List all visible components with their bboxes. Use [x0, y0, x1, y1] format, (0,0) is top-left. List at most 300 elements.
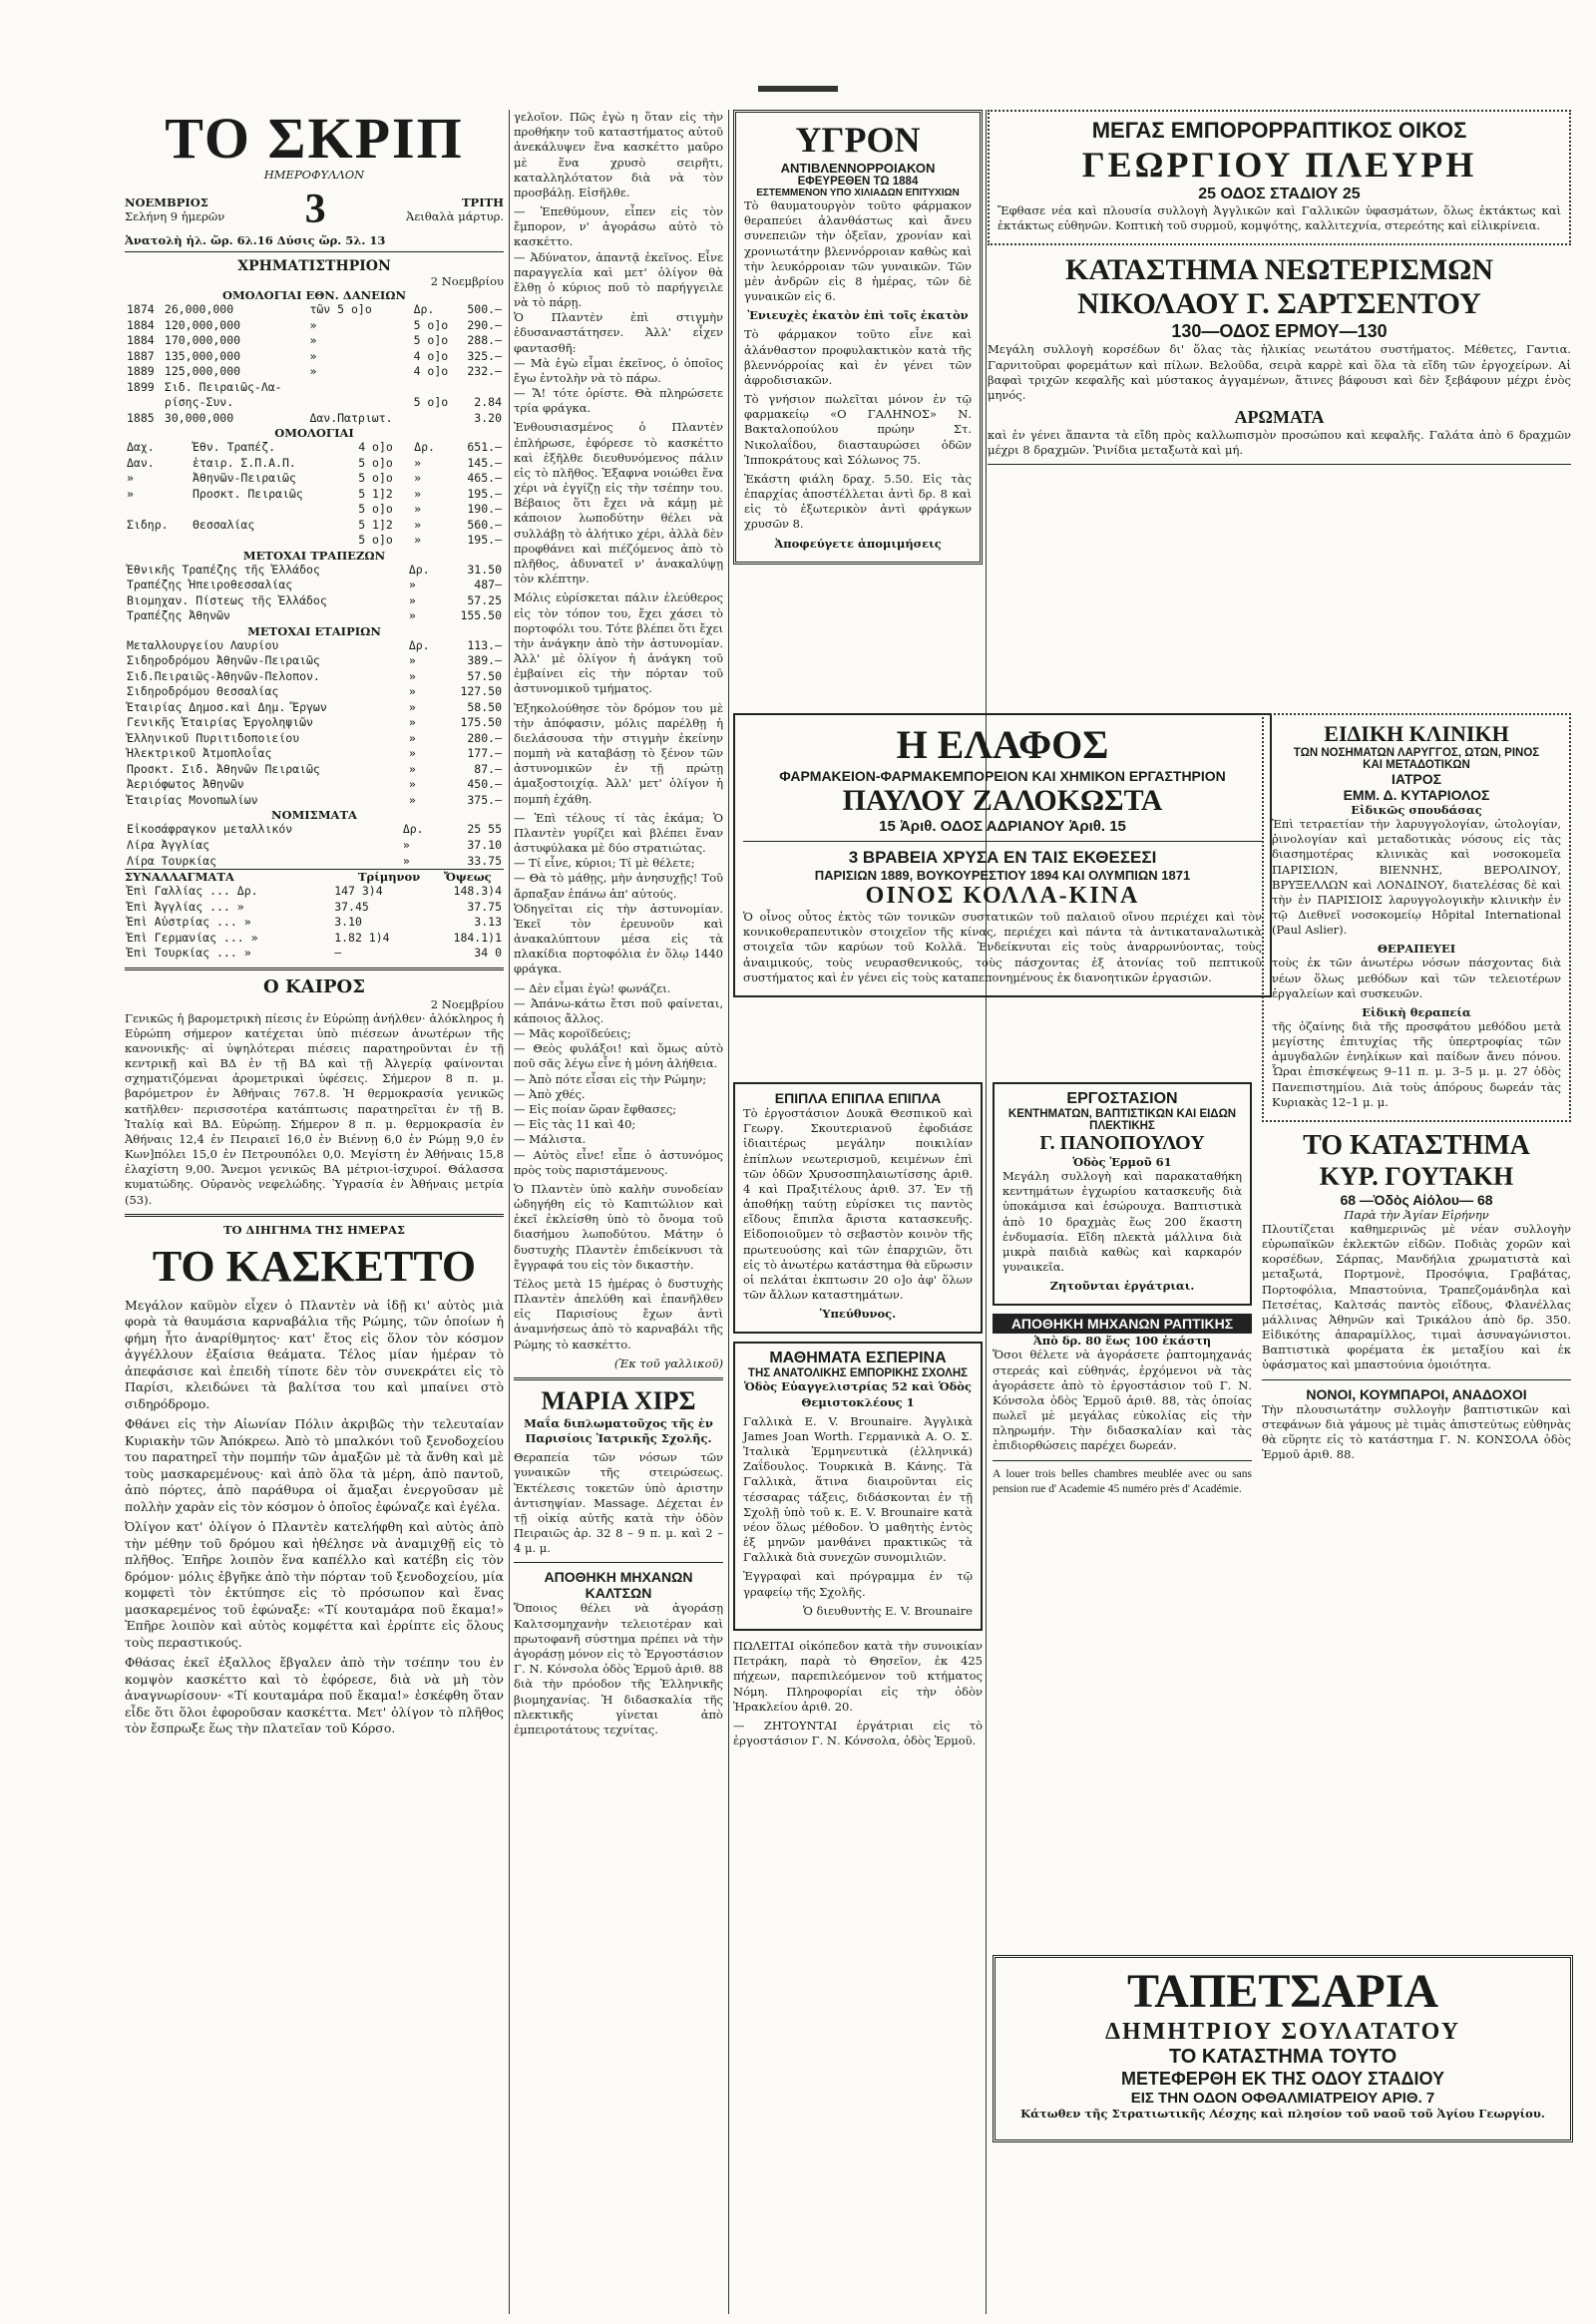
table-cell: 5 1]2 — [358, 517, 393, 532]
table-cell: 26,000,000 — [164, 302, 234, 316]
table-row — [125, 593, 504, 609]
table-cell: 325.— — [467, 348, 502, 363]
column-rule — [728, 110, 729, 2314]
ad-georgiou — [988, 110, 1571, 245]
exchange-col-2: Ὄψεως — [444, 870, 492, 885]
ad-raptikis — [993, 1314, 1252, 1453]
market-date: 2 Νοεμβρίου — [430, 274, 504, 288]
exchange-table — [125, 884, 504, 962]
table-cell: Δρ. — [414, 440, 435, 455]
ad-subtitle: Εἰδικὴ θεραπεία — [1362, 1004, 1471, 1019]
table-cell: 4 ο]ο — [413, 364, 449, 379]
bank-shares-table — [125, 563, 504, 624]
ad-subtitle: ΤΗΣ ΑΝΑΤΟΛΙΚΗΣ ΕΜΠΟΡΙΚΗΣ ΣΧΟΛΗΣ — [747, 1367, 969, 1380]
ad-sign: Ὁ διευθυντὴς Ε. V. Brounaire — [802, 1603, 973, 1618]
classified-ad-french: A louer trois belles chambres meublée avec ou sans pension rue d' Academie 45 numéro près d' Académie. — [993, 1467, 1252, 1495]
table-cell: τῶν 5 ο]ο — [309, 302, 372, 316]
ad-specialty: Εἰδικῶς σπουδάσας — [1351, 803, 1482, 817]
ad-subtitle: Μαΐα διπλωματοῦχος τῆς ἐν Παρισίοις Ἰατρικῆς Σχολῆς. — [524, 1415, 713, 1446]
table-cell: 651.— — [467, 440, 502, 455]
table-row — [125, 838, 504, 854]
table-cell: 487— — [474, 578, 502, 592]
table-row — [125, 653, 504, 669]
table-cell — [458, 380, 504, 396]
table-cell: » — [309, 364, 317, 379]
table-cell: 1874 — [127, 302, 155, 316]
table-cell: Ἑλληνικοῦ Πυριτιδοποιείου — [127, 730, 300, 745]
top-ornament — [758, 86, 838, 92]
ad-title: ΥΓΡΟΝ — [795, 120, 921, 160]
table-row — [125, 854, 504, 870]
ad-address: Ὁδὸς Εὐαγγελιστρίας 52 καὶ Ὁδὸς Θεμιστοκλέους 1 — [744, 1379, 972, 1409]
table-row — [125, 578, 504, 593]
ad-sign: Ζητοῦνται ἐργάτριαι. — [1049, 1279, 1195, 1294]
story-continued: Ὁ Πλαντὲν ὑπὸ καλὴν συνοδείαν ὡδηγήθη εἰς τὸ Καπιτώλιον καὶ ἐκεῖ ἐκλείσθη ὑπὸ τὸ ὄνομα τοῦ διασήμου λωποδύτου. Μάτην ὁ δυστυχὴς Πλαντὲν ἐπιδείκνυσι τὰ ἔγγραφά του εἰς τὸν δικαστὴν. — [514, 1181, 723, 1272]
table-cell: » — [309, 348, 317, 363]
exchange-heading — [125, 869, 504, 884]
table-cell: 560.— — [467, 517, 502, 532]
section-heading: ΜΕΤΟΧΑΙ ΕΤΑΙΡΙΩΝ — [247, 623, 381, 638]
table-cell: 5 ο]ο — [413, 317, 449, 332]
table-cell: 1899 — [127, 379, 155, 394]
column-rule — [986, 110, 987, 2314]
table-cell: » — [414, 486, 422, 501]
table-cell — [307, 380, 411, 396]
table-cell: Σιδ.Πειραιῶς-Ἀθηνῶν-Πελοπον. — [127, 668, 320, 683]
table-row — [125, 762, 504, 778]
newspaper-subtitle: ΗΜΕΡΟΦΥΛΛΟΝ — [263, 168, 365, 182]
weather-heading: Ο ΚΑΙΡΟΣ — [263, 975, 365, 997]
ad-title: ΕΠΙΠΛΑ ΕΠΙΠΛΑ ΕΠΙΠΛΑ — [774, 1090, 942, 1106]
ad-title: ΚΑΤΑΣΤΗΜΑ ΝΕΩΤΕΡΙΣΜΩΝ — [1065, 253, 1493, 287]
table-cell: » — [402, 853, 410, 868]
table-cell: 5 1]2 — [358, 486, 393, 501]
table-cell: » — [408, 792, 416, 807]
ad-subtitle: ΕΦΕΥΡΕΘΕΝ ΤΩ 1884 — [797, 176, 919, 188]
table-cell: » — [408, 730, 416, 745]
ad-text: καὶ ἐν γένει ἅπαντα τὰ εἴδη πρὸς καλλωπισμὸν προσώπου καὶ κεφαλῆς. Γαλάτα ἀπὸ 6 δραχμῶν μέχρι 8 δραχμῶν. Ῥινίδια μεταξωτὰ καὶ μή. — [988, 428, 1571, 458]
table-cell: » — [408, 761, 416, 776]
column-2 — [514, 110, 723, 1742]
ad-text: Τὴν πλουσιωτάτην συλλογὴν βαπτιστικῶν καὶ στεφάνων διὰ γάμους μὲ τιμὰς ἀπιστεύτως εὐθηνὰς θὰ εὕρητε εἰς τὸ κατάστημα Γ. Ν. ΚΟΝΣΟΛΑ ὁδὸς Ἑρμοῦ ἀριθ. 88. — [1262, 1401, 1571, 1462]
table-cell: » — [414, 471, 422, 486]
weather-date: 2 Νοεμβρίου — [430, 996, 504, 1011]
table-cell: Σιδηρ. — [127, 517, 169, 532]
table-cell: 375.— — [467, 792, 502, 807]
table-cell — [125, 533, 191, 549]
ad-address: 68 —Ὁδὸς Αἰόλου— 68 — [1340, 1191, 1493, 1208]
table-cell: 2.84 — [474, 395, 502, 410]
section-heading: ΜΕΤΟΧΑΙ ΤΡΑΠΕΖΩΝ — [242, 548, 386, 563]
month: ΝΟΕΜΒΡΙΟΣ — [125, 195, 208, 209]
table-cell: 145.— — [467, 455, 502, 470]
table-cell: 30,000,000 — [164, 410, 234, 425]
table-cell: 465.— — [467, 471, 502, 486]
table-cell: 195.— — [467, 486, 502, 501]
table-cell: 450.— — [467, 777, 502, 792]
section-heading: ΟΜΟΛΟΓΙΑΙ ΕΘΝ. ΔΑΝΕΙΩΝ — [221, 288, 407, 302]
table-cell: 184.1)1 — [453, 930, 502, 945]
story-continued: Ἐνθουσιασμένος ὁ Πλαντὲν ἐπλήρωσε, ἐφόρεσε τὸ κασκέττο καὶ ἐξῆλθε διευθυνόμενος πάλιν εἰς τὸ πλῆθος. Ἐξαφνα νοιώθει ἕνα χέρι νὰ ἐγγίζῃ εἰς τὴν τσέπην του. Βέβαιος ὅτι ἔχει νὰ κάμῃ μὲ κάποιον λωποδύτην θέλει νὰ συλλάβῃ τὸ ἀλήτικο χέρι, ἀλλὰ δὲν προφθάνει καὶ πιέζόμενος ἀπὸ τὸ πλῆθος, ἀδυνατεῖ ν' ἀνακαλύψῃ τὸν κλέπτην. — [514, 420, 723, 586]
market-heading: ΧΡΗΜΑΤΙΣΤΗΡΙΟΝ — [237, 258, 391, 274]
table-cell: 25 55 — [467, 822, 502, 837]
ad-title: ΑΠΟΘΗΚΗ ΜΗΧΑΝΩΝ ΡΑΠΤΙΚΗΣ — [993, 1314, 1252, 1334]
table-cell: 232.— — [467, 364, 502, 379]
ad-subtitle: ΤΩΝ ΝΟΣΗΜΑΤΩΝ ΛΑΡΥΓΓΟΣ, ΩΤΩΝ, ΡΙΝΟΣ — [1293, 747, 1540, 759]
ad-sartsentou — [988, 253, 1571, 458]
table-cell: Δρ. — [408, 562, 430, 577]
table-cell: Δαν.Πατριωτ. — [309, 410, 393, 425]
table-cell: 5 ο]ο — [358, 471, 393, 486]
weather-report: Γενικῶς ἡ βαρομετρικὴ πίεσις ἐν Εὐρώπῃ ἀνήλθεν· ἀλόκληρος ἡ Εὐρώπη σήμερον κατέχεται ὑπὸ πιέσεων ἀνωτέρων τῆς κανονικῆς· αἱ ὑψηλότεραι πιέσεις παρατηροῦνται ἐν τῇ κεντρικῇ καὶ ΒΔ ἐν τῇ ΒΔ καὶ τῇ Ἀλγερίᾳ φαίνονται σχηματιζόμεναι ἀρομετρικαὶ ὑφέσεις. Σήμερον 8 π. μ. βαρόμετρον ἐν Ἀθήναις 767.8. Ἡ θερμοκρασία γενικῶς κατῆλθεν· περισσοτέρα κατάπτωσις παρατηρεῖται ἐν τῇ Β. Ἰταλίᾳ καὶ ΒΔ. Εὐρώπῃ. Σήμερον 8 π. μ. θερμοκρασία ἐν Ἀθήναις 12,4 ἐν Πειραιεῖ 16,0 ἐν Βιέννῃ 6,0 ἐν Ρώμῃ 9,0 ἐν Κων]πόλει 15,0 ἐν Πετρουπόλει 0,0. Μεγίστη ἐν Ἀθήναις 15,8 ἐλαχίστη 9,00. Ἄνεμοι γενικῶς ΒΑ μέτριοι-ἰσχυροί. Θάλασσα κυματώδης. Οὐρανὸς νεφελώδης. Ὑγρασία ἐν Ἀθήναις μετρία (53). — [125, 1010, 504, 1207]
ad-subtitle: ΘΕΡΑΠΕΥΕΙ — [1377, 942, 1456, 957]
table-cell: 175.50 — [460, 715, 502, 730]
ad-text: Τὸ θαυματουργὸν τοῦτο φάρμακον θεραπεύει ἀλανθάστως καὶ ἄνευ συνεπειῶν τὴν ὀξεῖαν, χρονίαν καὶ χρονιωτάτην βλεννόρροιαν καθὼς καὶ τὴν λευκόρροιαν τῶν γυναικῶν. Τῶν μὲν ἀνδρῶν εἰς 8 ἡμέρας, τῶν δὲ γυναικῶν εἰς 6. — [744, 198, 972, 304]
table-row — [125, 946, 504, 962]
table-row — [125, 700, 504, 716]
table-row — [125, 793, 504, 809]
ad-text: Τὸ γνήσιον πωλεῖται μόνον ἐν τῷ φαρμακείῳ «Ο ΓΑΛΗΝΟΣ» Ν. Βακταλοπούλου πρώην Στ. Νικολαΐδου, διασταυρώσει ὁδῶν Ἱπποκράτους καὶ Σόλωνος 75. — [744, 392, 972, 467]
table-cell — [191, 502, 356, 518]
table-row — [125, 456, 504, 472]
table-row — [125, 364, 504, 380]
saint-name: Ἀειθαλὰ μάρτυρ. — [406, 209, 504, 223]
ad-epipla — [733, 1082, 983, 1334]
table-cell: 155.50 — [460, 608, 502, 623]
story-source: (Ἐκ τοῦ γαλλικοῦ) — [613, 1356, 723, 1370]
ad-address: Ὁδὸς Ἑρμοῦ 61 — [1072, 1155, 1172, 1169]
ad-address: 15 Ἀριθ. ΟΔΟΣ ΑΔΡΙΑΝΟΥ Ἀριθ. 15 — [879, 818, 1126, 835]
table-row — [125, 884, 504, 900]
table-cell: Σιδ. Πειραιῶς-Λα- — [164, 379, 282, 394]
table-cell: 125,000,000 — [164, 364, 241, 379]
ad-text: Ἐπὶ τετραετίαν τὴν λαρυγγολογίαν, ὠτολογίαν, ῥινολογίαν καὶ μεταδοτικὰς νόσους εἰς τὰς διασημοτέρας κλινικὰς καὶ νοσοκομεῖα ΠΑΡΙΣΙΩΝ, ΒΙΕΝΝΗΣ, ΒΕΡΟΛΙΝΟΥ, ΒΡΥΞΕΛΛΩΝ καὶ ΛΟΝΔΙΝΟΥ, διατελέσας δὲ καὶ τὴν ἐν ΠΑΡΙΣΙΟΙΣ λαρυγγολογικὴν κλινικὴν ἐν τῷ Διεθνεῖ νοσοκομείῳ Hôpital International (Paul Aslier). — [1272, 817, 1561, 938]
ad-subtitle: ΕΣΤΕΜΜΕΝΟΝ ΥΠΟ ΧΙΛΙΑΔΩΝ ΕΠΙΤΥΧΙΩΝ — [756, 188, 960, 198]
table-cell: 37.75 — [467, 899, 502, 914]
ad-address: 130—ΟΔΟΣ ΕΡΜΟΥ—130 — [1171, 321, 1388, 342]
table-cell: — — [334, 946, 342, 961]
table-cell: 37.45 — [334, 899, 369, 914]
table-cell: Μεταλλουργείου Λαυρίου — [127, 637, 279, 652]
table-cell: » — [408, 777, 416, 792]
table-cell: Σιδηροδρόμου Θεσσαλίας — [127, 684, 279, 699]
ad-doctor-title: ΙΑΤΡΟΣ — [1391, 771, 1442, 787]
story-title: ΤΟ ΚΑΣΚΕΤΤΟ — [152, 1241, 477, 1291]
table-cell: 195.— — [467, 533, 502, 548]
table-cell: 389.— — [467, 653, 502, 668]
ad-hygron — [733, 110, 983, 565]
table-cell: » — [414, 517, 422, 532]
table-cell: 1884 — [127, 333, 155, 348]
table-row — [125, 746, 504, 762]
table-cell: 280.— — [467, 730, 502, 745]
company-shares-table — [125, 638, 504, 809]
table-row — [125, 318, 504, 334]
date-line — [125, 186, 504, 233]
table-cell: 34 0 — [474, 946, 502, 961]
ad-text: Ἀποφεύγετε ἀπομιμήσεις — [774, 536, 942, 551]
table-row — [125, 395, 504, 411]
table-row — [125, 931, 504, 947]
newspaper-title: ΤΟ ΣΚΡΙΠ — [165, 110, 464, 171]
table-cell: » — [309, 333, 317, 348]
table-cell: Εἰκοσάφραγκον μεταλλικόν — [127, 822, 293, 837]
ad-subtitle: ΑΝΤΙΒΛΕΝΝΟΡΡΟΙΑΚΟΝ — [780, 161, 936, 176]
table-cell: 4 ο]ο — [413, 348, 449, 363]
table-cell: 1885 — [127, 410, 155, 425]
table-cell: » — [408, 746, 416, 761]
ad-title: ΑΠΟΘΗΚΗ ΜΗΧΑΝΩΝ ΚΑΛΤΣΩΝ — [544, 1569, 693, 1602]
sun-times: Ἀνατολὴ ἡλ. ὥρ. 6λ.16 Δύσις ὥρ. 5λ. 13 — [125, 233, 386, 247]
table-cell: » — [414, 455, 422, 470]
ad-text: τῆς ὀζαίνης διὰ τῆς προσφάτου μεθόδου μετὰ μεγίστης ἐπιτυχίας τῆς ὑπερτροφίας τῶν ἀμυγδαλῶν ἐνηλίκων καὶ παίδων ἄνευ πόνου. Ὧραι ἐπισκέψεως 9–11 π. μ. 3–5 μ. μ. 27 ὁδὸς Πανεπιστημίου. Διὰ τοὺς ἀπόρους δωρεάν τὰς Κυριακὰς 12–1 μ. μ. — [1272, 1018, 1561, 1109]
ad-text: Ἐκάστη φιάλη δραχ. 5.50. Εἰς τὰς ἐπαρχίας ἀποστέλλεται ἀντὶ δρ. 8 καὶ εἰς τὸ ἐξωτερικὸν ἀντὶ φράγκων χρυσῶν 8. — [744, 471, 972, 532]
table-cell: ἑταιρ. Σ.Π.Α.Π. — [192, 455, 296, 470]
column-1 — [125, 110, 504, 1742]
story-paragraph: Φθάνει εἰς τὴν Αἰωνίαν Πόλιν ἀκριβῶς τὴν τελευταίαν Κυριακὴν τῶν Ἀπόκρεω. Ἀπὸ τὸ μπαλκόνι τοῦ ξενοδοχείου του παρατηρεῖ τὴν πομπήν τῶν ἁμαξῶν μὲ τὰ ἄνθη καὶ μὲ τοὺς μασκαρεμένους· καὶ ἀπὸ ὅλα τὰ μέρη, ἀπὸ παντοῦ, ἀπὸ πόρτες, ἀπὸ παράθυρα οἱ ἄμαξαι ἐνεργοῦσαν μὲ πολλὴν χαρὰν εἰς τὸν κόσμον ὁ ὁποῖος ἐφώναζε καὶ ἐγέλα. — [125, 1416, 504, 1514]
ad-kentimaton — [993, 1082, 1252, 1306]
table-cell: Τραπέζης Ἠπειροθεσσαλίας — [127, 578, 293, 592]
table-cell: » — [408, 715, 416, 730]
ad-title: ΕΡΓΟΣΤΑΣΙΟΝ — [1066, 1090, 1178, 1107]
table-cell: 58.50 — [467, 699, 502, 714]
table-cell: Ἐπὶ Ἀγγλίας ... » — [127, 899, 244, 914]
table-cell: 31.50 — [467, 562, 502, 577]
table-cell: 4 ο]ο — [358, 440, 393, 455]
column-3-lower — [733, 1082, 983, 1752]
table-row — [125, 302, 504, 318]
table-cell: 177.— — [467, 746, 502, 761]
ad-text: Ὅποιος θέλει νὰ ἀγοράσῃ Καλτσομηχανὴν τελειοτέραν καὶ πρωτοφανῆ σύστημα πρέπει νὰ τὴν ἀγοράσῃ μόνον εἰς τὸ Ἐργοστάσιον Γ. Ν. Κόνσολα ὁδὸς Ἑρμοῦ ἀριθ. 88 διὰ τὴν πρόοδον τῆς Ἑλληνικῆς βιομηχανίας. Ἡ διδασκαλία τῆς πλεκτικῆς γίνεται ἀπὸ ἐμπειροτάτους τεχνίτας. — [514, 1601, 723, 1737]
ad-line: ΜΕΤΕΦΕΡΘΗ ΕΚ ΤΗΣ ΟΔΟΥ ΣΤΑΔΙΟΥ — [1121, 2069, 1444, 2089]
table-cell: 1887 — [127, 348, 155, 363]
table-row — [125, 684, 504, 700]
table-cell: Προσκτ. Σιδ. Ἀθηνῶν Πειραιῶς — [127, 761, 320, 776]
table-cell: 57.25 — [467, 592, 502, 607]
table-cell: 120,000,000 — [164, 317, 241, 332]
table-cell — [191, 533, 356, 549]
table-cell: 1889 — [127, 364, 155, 379]
table-cell: 1884 — [127, 317, 155, 332]
ad-name: Γ. ΠΑΝΟΠΟΥΛΟΥ — [1039, 1132, 1205, 1154]
ad-title: ΕΙΔΙΚΗ ΚΛΙΝΙΚΗ — [1324, 721, 1509, 746]
ad-text: τοὺς ἐκ τῶν ἀνωτέρω νόσων πάσχοντας διὰ νέων ὅλως μεθόδων καὶ τῶν τελειοτέρων ἐργαλείων καὶ συσκευῶν. — [1272, 956, 1561, 1000]
classified-ad: ΠΩΛΕΙΤΑΙ οἰκόπεδον κατὰ τὴν συνοικίαν Πετράκη, παρὰ τὸ Θησεῖον, ἐκ 425 πήχεων, παρεπιλεόμενον τοῦ κτήματος Νόμη. Πληροφορίαι εἰς τὴν ὁδὸν Ἡρακλείου ἀριθ. 20. — [733, 1638, 983, 1714]
story-paragraph: Μεγάλον καϋμὸν εἶχεν ὁ Πλαντὲν νὰ ἰδῇ κι' αὐτὸς μιὰ φορὰ τὰ θαυμάσια καρναβάλια τῆς Ρώμης, τῶν ὁποίων ἡ φήμη ἦτο ἀναρίθμητος· κατ' ἔτος εἰς ὅλον τὸν κόσμον ἀγγέλλουν ἐξαίσια θεάματα. Τέλος μίαν ἡμέραν τὸ ἀπεφάσισε καὶ ἐπειδὴ τίποτε δὲν τὸν συνεκράτει εἰς τὸ Παρίσι, κλειδώνει τὰ βαλίτσα του καὶ μπαίνει στὸ σιδηρόδρομο. — [125, 1297, 504, 1411]
ad-address: 25 ΟΔΟΣ ΣΤΑΔΙΟΥ 25 — [1198, 186, 1361, 202]
ad-cities: ΠΑΡΙΣΙΩΝ 1889, ΒΟΥΚΟΥΡΕΣΤΙΟΥ 1894 ΚΑΙ ΟΛΥΜΠΙΩΝ 1871 — [814, 868, 1191, 883]
ad-text: Ἐγγραφαὶ καὶ πρόγραμμα ἐν τῷ γραφείῳ τῆς Σχολῆς. — [743, 1569, 973, 1599]
table-cell: 190.— — [467, 502, 502, 517]
ad-klinikh — [1262, 713, 1571, 1122]
ad-doctor-name: ΕΜΜ. Δ. ΚΥΤΑΡΙΟΛΟΣ — [1343, 787, 1490, 803]
ad-text: Θεραπεία τῶν νόσων τῶν γυναικῶν τῆς στειρώσεως. Ἐκτέλεσις τοκετῶν ὑπὸ ἀριστην ἀντισηψίαν. Massage. Δέχεται ἐν τῇ οἰκίᾳ αὐτῆς κατὰ τὴν ὁδὸν Πειραιῶς ἀρ. 32 8 – 9 π. μ. καὶ 2 – 4 μ. μ. — [514, 1450, 723, 1556]
day-number: 3 — [304, 187, 326, 232]
column-3 — [733, 110, 983, 573]
table-row — [125, 502, 504, 518]
ad-name: ΓΕΩΡΓΙΟΥ ΠΛΕΥΡΗ — [1081, 145, 1477, 185]
table-cell: Ἐπὶ Τουρκίας ... » — [127, 946, 251, 961]
table-cell: Ἐθν. Τραπέζ. — [192, 440, 276, 455]
table-cell: Ἐπὶ Γερμανίας ... » — [127, 930, 258, 945]
table-cell: 113.— — [467, 637, 502, 652]
table-cell: 3.13 — [474, 915, 502, 930]
table-cell: 135,000,000 — [164, 348, 241, 363]
column-4-left — [993, 1082, 1252, 1501]
table-row — [125, 518, 504, 534]
weekday: ΤΡΙΤΗ — [461, 195, 504, 209]
table-cell: 5 ο]ο — [358, 533, 393, 548]
table-row — [125, 440, 504, 456]
table-cell: 127.50 — [460, 684, 502, 699]
story-continued: Τέλος μετὰ 15 ἡμέρας ὁ δυστυχὴς Πλαντὲν ἀπελύθη καὶ ἐπανῆλθεν εἰς Παρισίους ἔχων ἀντὶ ἀναμνήσεως ἀπὸ τὸ καρναβάλι τῆς Ρώμης τὸ κασκέττο. — [514, 1276, 723, 1352]
table-cell: Ἀεριόφωτος Ἀθηνῶν — [127, 777, 244, 792]
column-4-right — [1262, 713, 1571, 1466]
table-row — [125, 915, 504, 931]
table-cell: Βιομηχαν. Πίστεως τῆς Ἑλλάδος — [127, 592, 327, 607]
table-cell: Λίρα Τουρκίας — [127, 853, 217, 868]
table-cell: 3.20 — [474, 410, 502, 425]
table-cell: » — [408, 578, 416, 592]
masthead — [125, 110, 504, 252]
table-cell: Ἐπὶ Γαλλίας ... Δρ. — [127, 884, 258, 899]
ad-mathimata — [733, 1342, 983, 1631]
table-cell: 170,000,000 — [164, 333, 241, 348]
table-row — [125, 715, 504, 731]
ad-title: ΤΑΠΕΤΣΑΡΙΑ — [1126, 1965, 1439, 2018]
table-cell: » — [408, 668, 416, 683]
ad-title: ΜΑΘΗΜΑΤΑ ΕΣΠΕΡΙΝΑ — [769, 1350, 947, 1367]
table-cell: Ἐπὶ Αὐστρίας ... » — [127, 915, 251, 930]
table-cell: 148.3)4 — [453, 884, 502, 899]
table-cell: 5 ο]ο — [413, 333, 449, 348]
ad-awards: 3 ΒΡΑΒΕΙΑ ΧΡΥΣΑ ΕΝ ΤΑΙΣ ΕΚΘΕΣΕΣΙ — [848, 848, 1157, 867]
story-paragraph: Ὀλίγον κατ' ὀλίγον ὁ Πλαντὲν κατελήφθη καὶ αὐτὸς ἀπὸ τὴν μέθην τοῦ δρόμου καὶ ἠθέλησε νὰ ἀναμιχθῇ εἰς τὸ πλῆθος. Ἐπῆρε λοιπὸν ἕνα καπέλλο καὶ κατέβη εἰς τὸν δρόμον· μόλις ἐβγῆκε ἀπὸ τὴν πόρταν τοῦ ξενοδοχείου, μία κομφετὶ τὸν ἐκτύπησε εἰς τὸ πρόσωπον καὶ ἕνας μασκαρεμένος τοῦ ἐφώναξε: «Τί κουταμάρα ποῦ ἔκαμα!» Ἐπῆρε λοιπὸν καὶ αὐτὸς κομφέττα καὶ ἐρρίπτε εἰς ὅλους τοὺς περαστικούς. — [125, 1519, 504, 1650]
table-cell: Δαχ. — [127, 440, 155, 455]
ad-text: Ἐνιευχὲς ἑκατὸν ἐπὶ τοῖς ἑκατὸν — [747, 308, 969, 323]
table-cell — [412, 380, 458, 396]
column-rule — [509, 110, 510, 2314]
table-cell: Ἀθηνῶν-Πειραιῶς — [192, 471, 296, 486]
table-row — [125, 487, 504, 503]
ad-text: Ὅσοι θέλετε νὰ ἀγοράσετε ῥαπτομηχανάς στερεάς καὶ εὐθηνάς, ἐρχόμενοι νὰ τὰς ἀγοράσετε ἀπὸ τὸ ἐργοστάσιον τοῦ Γ. Ν. Κόνσολα ὁδὸς Ἑρμοῦ ἀριθ. 88, τὰς ὁποίας πωλεῖ μὲ μεγάλας εὐκολίας εἰς τὴν πληρωμήν. Τὴν διδασκαλίαν καὶ τὰς ἐπιδιορθώσεις παρέχει δωρεάν. — [993, 1348, 1252, 1453]
table-cell: Δρ. — [413, 302, 435, 316]
ad-line: ΕΙΣ ΤΗΝ ΟΔΟΝ ΟΦΘΑΛΜΙΑΤΡΕΙΟΥ ΑΡΙΘ. 7 — [1130, 2090, 1435, 2107]
table-cell — [307, 395, 411, 411]
ad-title: Η ΕΛΑΦΟΣ — [896, 722, 1109, 767]
table-cell: Δαν. — [127, 455, 155, 470]
story-dialogue: — Δὲν εἶμαι ἐγὼ! φωνάζει. — Ἀπάνω-κάτω ἔτσι ποῦ φαίνεται, κάποιος ἄλλος. — Μᾶς κοροϊδεύεις; — Θεὸς φυλάξοι! καὶ ὅμως αὐτὸ ποῦ σᾶς λέγω εἶνε ἡ μόνη ἀλήθεια. — Ἀπὸ πότε εἶσαι εἰς τὴν Ρώμην; — Ἀπὸ χθές. — Εἰς ποίαν ὥραν ἔφθασες; — Εἰς τὰς 11 καὶ 40; — Μάλιστα. — Αὐτὸς εἶνε! εἶπε ὁ ἀστυνόμος πρὸς τοὺς παριστάμενους. — [514, 980, 723, 1177]
moon-info: Σελήνη 9 ἡμερῶν — [125, 209, 225, 223]
table-cell: » — [414, 502, 422, 517]
table-cell: 37.10 — [467, 837, 502, 852]
table-cell: 57.50 — [467, 668, 502, 683]
table-row — [125, 349, 504, 365]
table-row — [125, 731, 504, 747]
table-cell: » — [408, 684, 416, 699]
table-cell: Προσκτ. Πειραιῶς — [192, 486, 303, 501]
table-row — [125, 471, 504, 487]
table-row — [125, 333, 504, 349]
ad-text: Μεγάλη συλλογὴ καὶ παρακαταθήκη κεντημάτων ἐγχωρίου κατασκευῆς διὰ ὑποκάμισα καὶ ἐσώρουχα. Βαπτιστικὰ ἀπὸ 10 δραχμὰς ἕως 200 ἕκαστη ἐνδυμασία. Εἴδη πλεκτὰ μάλλινα διὰ μικρὰ παιδιὰ καθὼς καὶ καρκαρόν γυναικεῖα. — [1002, 1169, 1242, 1275]
table-row — [125, 777, 504, 793]
ad-text: Τὸ ἐργοστάσιον Δουκᾶ Θεσπικοῦ καὶ Γεωργ. Σκουτεριανοῦ ἐφοδιάσε ἰδιαιτέρως μεγάλην ποικιλίαν ἐπίπλων νεωτερισμοῦ, κειμένων ἐπὶ τῶν ὁδῶν Χρυσοσπηλαιωτίσσης ἀριθ. 4 καὶ Πραξιτέλους ἀριθ. 37. Ἐν τῇ ἀποθήκῃ ταύτῃ εὑρίσκει τις παντὸς εἴδους ἔπιπλα ἄριστα κατασκευῆς. Εἰδοποιοῦμεν τὸ σεβαστὸν κοινὸν τῆς πρωτευούσης καὶ τῶν ἐπαρχιῶν, ὅτι εἰς τὸ ἀνωτέρω κατάστημα θὰ εὕρωσιν οἱ πελάται ἐκπτωσιν 20 ο]ο ἀφ' ὅλων τῶν ἄλλων καταστημάτων. — [743, 1106, 973, 1303]
table-row — [125, 822, 504, 838]
ad-subtitle: ΑΡΩΜΑΤΑ — [1234, 407, 1325, 428]
ad-text: Ὁ οἶνος οὗτος ἐκτὸς τῶν τονικῶν συστατικῶν τοῦ παλαιοῦ οἴνου περιέχει καὶ τὸν κονικοθεραπευτικὸν στοιχεῖον τῆς κίνας, περιέχει καὶ πάντα τὰ ἀντικαταναλωτικὰ στοιχεῖα τῶν καρύων τοῦ Κολλᾶ. Ἐνδείκνυται εἰς τοὺς ἀναρρωνύοντας, τοὺς ἀναιμικούς, τοὺς νευρασθενικούς, τοὺς πάσχοντας ἐξ ἀτονίας τοῦ πεπτικοῦ συστήματος καὶ ἐν γένει εἰς τοὺς καταπεπονημένους ἐκ διανοητικῶν ἐργασιῶν. — [743, 910, 1262, 984]
table-cell: Ἠλεκτρικοῦ Ἀτμοπλοΐας — [127, 746, 272, 761]
table-cell: » — [127, 486, 134, 501]
exchange-col-1: Τρίμηνον — [358, 870, 421, 885]
table-cell: 147 3)4 — [334, 884, 383, 899]
ad-title: ΝΟΝΟΙ, ΚΟΥΜΠΑΡΟΙ, ΑΝΑΔΟΧΟΙ — [1306, 1385, 1527, 1402]
table-cell: 5 ο]ο — [413, 395, 449, 410]
table-cell: » — [408, 653, 416, 668]
table-cell: Δρ. — [402, 822, 424, 837]
ad-text: Μεγάλη συλλογὴ κορσέδων δι' ὅλας τὰς ἡλικίας νεωτάτου συστήματος. Μέθετες, Γαντια. Γαρνιτοῦραι φορεμάτων καὶ πίλων. Βελοῦδα, σειρὰ καρρὲ καὶ ὅλα τὰ εἴδη τῶν ἐργοχείρων. Αἱ βαφαὶ τριχῶν κεφαλῆς καὶ μύστακος ἁγγαμένων, ἅτινες βάφουσι καὶ δὲν ξεβάφουν μέχρι ἑνὸς μηνός. — [988, 342, 1571, 402]
table-cell — [125, 395, 163, 411]
section-heading: ΟΜΟΛΟΓΙΑΙ — [274, 426, 354, 441]
table-cell: ρίσης-Συν. — [164, 395, 234, 410]
ad-title: ΜΑΡΙΑ ΧΙΡΣ — [541, 1385, 696, 1415]
table-row — [125, 563, 504, 579]
table-row — [125, 900, 504, 916]
story-dialogue: — Ἐπεθύμουν, εἶπεν εἰς τὸν ἔμπορον, ν' ἀγοράσω αὐτὸ τὸ κασκέττο. — Ἀδύνατον, ἀπαντᾷ ἐκεῖνος. Εἶνε παραγγελία καὶ μετ' ὀλίγον θὰ ἔλθῃ ὁ κύριος ποῦ τὸ παρήγγειλε νὰ τὸ πάρῃ. Ὁ Πλαντὲν ἐπὶ στιγμὴν ἐδυσαναστάτησεν. Ἀλλ' εἶχεν φαντασθῆ: — Μὰ ἐγὼ εἶμαι ἐκεῖνος, ὁ ὁποῖος ἔγω ἐντολὴν νὰ τὸ πάρω. — Ἅ! τότε ὁρίστε. Θὰ πληρώσετε τρία φράγκα. — [514, 204, 723, 416]
table-cell: Σιδηροδρόμου Ἀθηνῶν-Πειραιῶς — [127, 653, 320, 668]
ad-subtitle: ΦΑΡΜΑΚΕΙΟΝ-ΦΑΡΜΑΚΕΜΠΟΡΕΙΟΝ ΚΑΙ ΧΗΜΙΚΟΝ ΕΡΓΑΣΤΗΡΙΟΝ — [779, 768, 1226, 784]
table-cell — [125, 502, 191, 518]
table-cell: » — [414, 533, 422, 548]
section-heading: ΝΟΜΙΣΜΑΤΑ — [271, 808, 357, 823]
table-cell: » — [309, 317, 317, 332]
ad-name: ΔΗΜΗΤΡΙΟΥ ΣΟΥΛΑΤΑΤΟΥ — [1104, 2019, 1461, 2045]
table-cell: Θεσσαλίας — [192, 517, 255, 532]
exchange-title: ΣΥΝΑΛΛΑΓΜΑΤΑ — [125, 870, 234, 885]
table-cell: 1.82 1)4 — [334, 930, 390, 945]
table-cell: Γενικῆς Ἑταιρίας Ἐργοληψιῶν — [127, 715, 313, 730]
ad-product: ΟΙΝΟΣ ΚΟΛΛΑ-ΚΙΝΑ — [865, 883, 1140, 909]
bonds-table-2 — [125, 440, 504, 549]
table-cell: » — [408, 608, 416, 623]
ad-goutaki — [1262, 1130, 1571, 1373]
table-cell: 33.75 — [467, 853, 502, 868]
ad-title: ΤΟ ΚΑΤΑΣΤΗΜΑ — [1303, 1129, 1530, 1161]
table-row — [125, 411, 504, 427]
ad-subtitle: ΚΕΝΤΗΜΑΤΩΝ, ΒΑΠΤΙΣΤΙΚΩΝ ΚΑΙ ΕΙΔΩΝ ΠΛΕΚΤΙΚΗΣ — [1007, 1108, 1237, 1132]
ad-price: Ἀπὸ δρ. 80 ἕως 100 ἑκάστη — [1032, 1334, 1212, 1349]
ad-text: Γαλλικὰ Ε. V. Brounaire. Ἀγγλικὰ James Joan Worth. Γερμανικὰ Α. Ο. Σ. Ἰταλικὰ Ἑρμηνευτικὰ (ἑλληνικά) Ζαΐδουλος. Τουρκικὰ Β. Κάνης. Τὰ Γαλλικὰ, ἅτινα διαιροῦνται εἰς τέσσαρας τάξεις, διδάσκονται ἐν τῇ Σχολῇ ὑπὸ τοῦ κ. Ε. V. Brounaire κατὰ νέον ὅλως μέθοδον. Ὁ μαθητὴς ἐντὸς ἐξ μηνῶν μανθάνει πρακτικῶς τὰ Γαλλικὰ διὰ συνεχῶν συνομιλιῶν. — [743, 1413, 973, 1565]
ad-name: ΝΙΚΟΛΑΟΥ Γ. ΣΑΡΤΣΕΝΤΟΥ — [1077, 287, 1481, 321]
ad-location: Παρὰ τὴν Ἁγίαν Εἰρήνην — [1344, 1207, 1489, 1222]
table-cell — [412, 411, 458, 427]
story-paragraph: Φθάσας ἐκεῖ ἐξαλλος ἔβγαλεν ἀπὸ τὴν τσέπην του ἐν κομψὸν κασκέττο καὶ τὸ ἐφόρεσε, διὰ νὰ μὴ τὸν ἀναγνωρίσουν· «Τί κουταμάρα ποῦ ἔκαμα!» ἐσκέφθη ὅταν εἶδε ὅτι ὅλοι ἐφοροῦσαν κασκέττα. Μετ' ὀλίγον τὸ πλῆθος τὸν ἔσπρωξε ἕως τὴν πλατεῖαν τοῦ Κόρσο. — [125, 1655, 504, 1737]
ad-text: Τὸ φάρμακον τοῦτο εἶνε καὶ ἀλάνθαστον προφυλακτικὸν κατὰ τῆς βλεννόρροίας καὶ ἐν γένει τῶν ἀφροδισιακῶν. — [744, 327, 972, 387]
table-cell: Ἐθνικῆς Τραπέζης τῆς Ἑλλάδος — [127, 562, 320, 577]
table-cell: 5 ο]ο — [358, 455, 393, 470]
story-kicker: ΤΟ ΔΙΗΓΗΜΑ ΤΗΣ ΗΜΕΡΑΣ — [222, 1222, 406, 1237]
ad-sign: Ὑπεύθυνος. — [819, 1307, 897, 1322]
ad-subtitle: ΚΑΙ ΜΕΤΑΔΟΤΙΚΩΝ — [1363, 759, 1470, 771]
table-cell: » — [408, 592, 416, 607]
table-cell: 500.— — [467, 302, 502, 316]
ad-title: ΜΕΓΑΣ ΕΜΠΟΡΟΡΡΑΠΤΙΚΟΣ ΟΙΚΟΣ — [1091, 118, 1467, 143]
story-continued: Μόλις εὐρίσκεται πάλιν ἐλεύθερος εἰς τὸν τόπον του, ἔχει χάσει τὸ πορτοφόλι του. Τότε βλέπει ὅτι ἔχει τὴν ἀνάγκην ἀπὸ τὴν ἀστυνομίαν. Ἀλλ' μὲ ὀλίγον ἡ ἀνάγκη τοῦ ἐμβαίνει εἰς τὴν πόρταν τοῦ ἀστυνομικοῦ τμήματος. — [514, 590, 723, 696]
table-row — [125, 638, 504, 654]
ad-tapetsaria — [993, 1955, 1573, 2142]
story-continued: Ἐξηκολούθησε τὸν δρόμον του μὲ τὴν ἀπόφασιν, μόλις παρέλθῃ ἡ διελάσουσα τὴν στιγμὴν ἐκείνην πομπὴ νὰ καταβάσῃ τὸ ξένον τῶν ἀστυνομικῶν ἐν τῇ πρώτῃ ἁμαξοστοιχίᾳ. Ἀλλ' μετ' ὀλίγον ἡ πομπὴ ἐχάθη. — [514, 700, 723, 806]
table-cell: Τραπέζης Ἀθηνῶν — [127, 608, 230, 623]
ad-name: ΠΑΥΛΟΥ ΖΑΛΟΚΩΣΤΑ — [842, 784, 1163, 817]
